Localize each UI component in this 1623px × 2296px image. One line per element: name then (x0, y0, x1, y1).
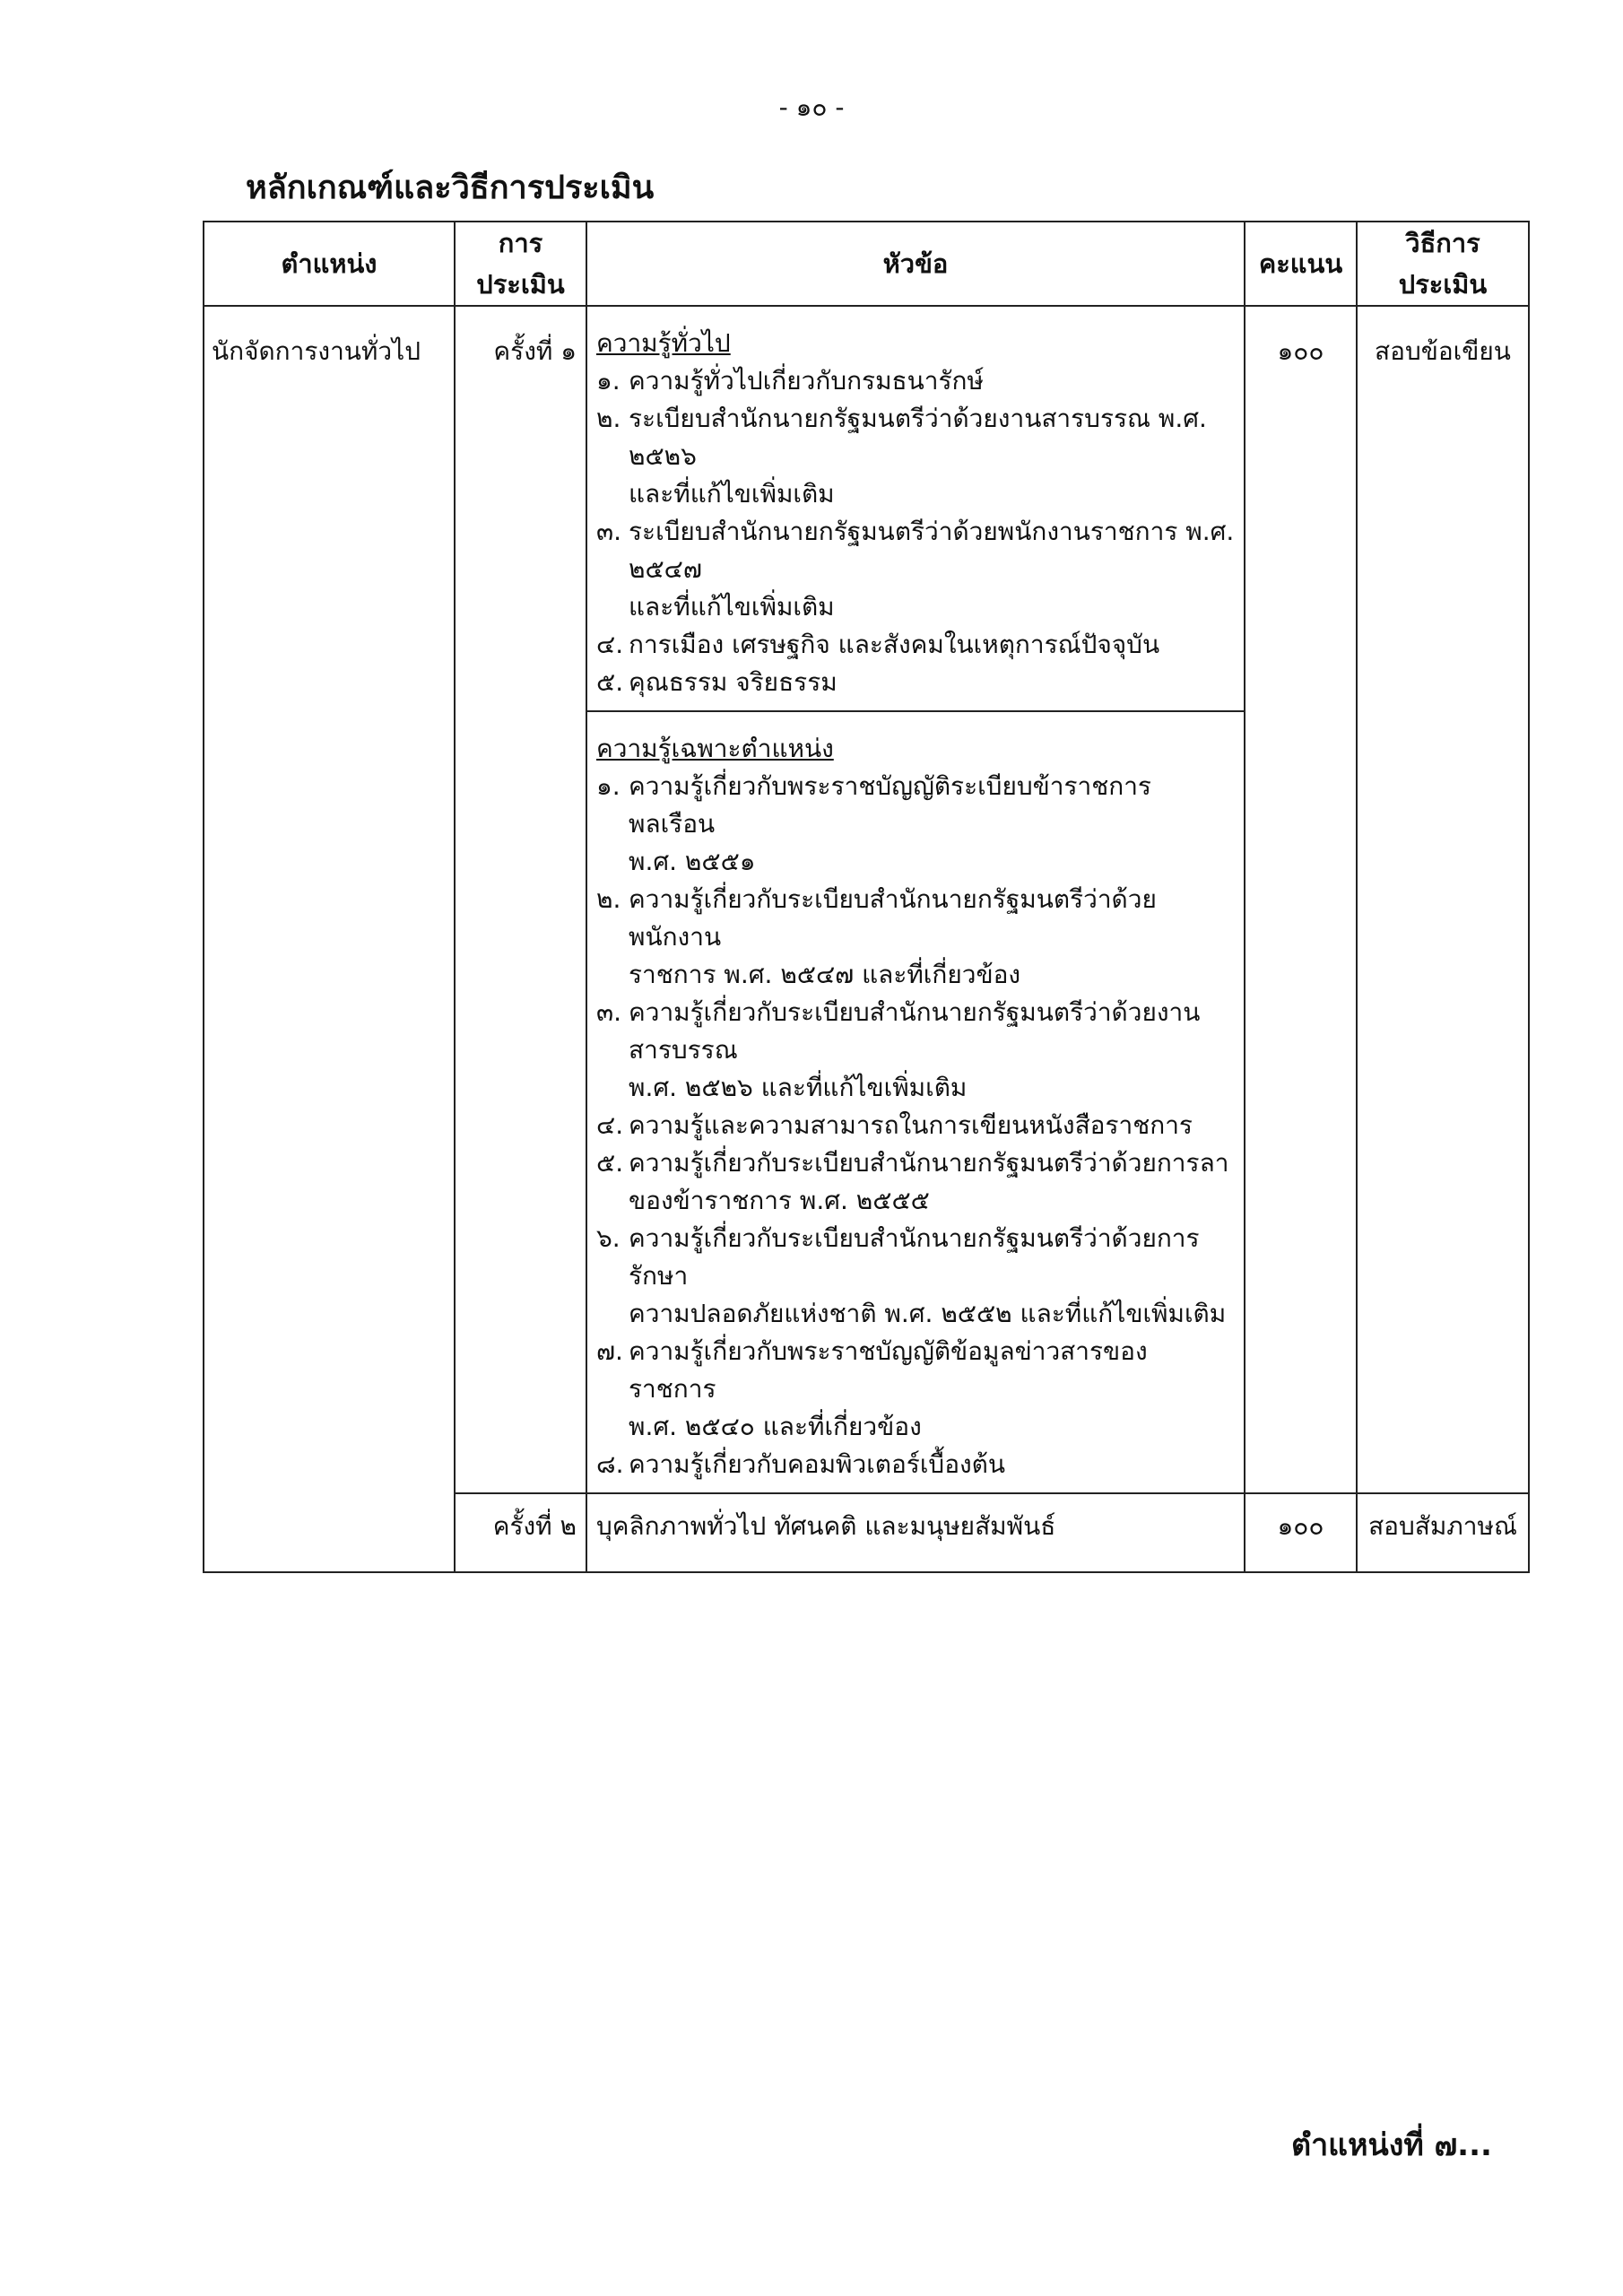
item-number: ๓. (596, 997, 622, 1027)
item-text (629, 513, 1235, 626)
item-line: ความรู้เกี่ยวกับพระราชบัญญัติระเบียบข้าราชการพลเรือน (629, 771, 1151, 839)
specific-knowledge-heading: ความรู้เฉพาะตำแหน่ง (596, 734, 834, 763)
item-line: พ.ศ. ๒๕๔๐ และที่เกี่ยวข้อง (629, 1412, 922, 1441)
list-item (596, 664, 1235, 701)
item-text (629, 362, 1235, 400)
section-title: หลักเกณฑ์และวิธีการประเมิน (246, 170, 655, 206)
item-number: ๔. (596, 1110, 624, 1140)
round1-score: ๑๐๐ (1245, 306, 1357, 1493)
item-line: ราชการ พ.ศ. ๒๕๔๗ และที่เกี่ยวข้อง (629, 960, 1021, 989)
item-number: ๑. (596, 771, 621, 801)
table-header-row (204, 222, 1529, 306)
list-item (596, 1144, 1235, 1220)
item-number: ๕. (596, 667, 624, 697)
list-item (596, 768, 1235, 881)
item-line: และที่แก้ไขเพิ่มเติม (629, 592, 835, 622)
item-line: พ.ศ. ๒๕๒๖ และที่แก้ไขเพิ่มเติม (629, 1073, 968, 1102)
item-number: ๒. (596, 884, 621, 914)
round2-label: ครั้งที่ ๒ (455, 1493, 586, 1572)
item-line: ระเบียบสำนักนายกรัฐมนตรีว่าด้วยงานสารบรรณ พ.ศ. ๒๕๒๖ (629, 404, 1207, 471)
item-text (629, 768, 1235, 881)
general-topic-cell (586, 306, 1245, 711)
round2-topic: บุคลิกภาพทั่วไป ทัศนคติ และมนุษยสัมพันธ์ (586, 1493, 1245, 1572)
header-position: ตำแหน่ง (204, 222, 455, 306)
item-line: ความปลอดภัยแห่งชาติ พ.ศ. ๒๕๕๒ และที่แก้ไขเพิ่มเติม (629, 1299, 1227, 1328)
list-item (596, 1107, 1235, 1144)
item-text (629, 626, 1235, 664)
round2-score: ๑๐๐ (1245, 1493, 1357, 1572)
page-number: - ๑๐ - (778, 92, 845, 122)
item-line: พ.ศ. ๒๕๕๑ (629, 847, 756, 876)
item-line: ความรู้เกี่ยวกับคอมพิวเตอร์เบื้องต้น (629, 1449, 1005, 1479)
item-number: ๕. (596, 1148, 624, 1178)
item-line: การเมือง เศรษฐกิจ และสังคมในเหตุการณ์ปัจจุบัน (629, 630, 1160, 659)
item-text (629, 994, 1235, 1107)
item-text (629, 1446, 1235, 1483)
general-items-list (596, 362, 1235, 701)
item-line: ความรู้และความสามารถในการเขียนหนังสือราชการ (629, 1110, 1193, 1140)
footer-continuation: ตำแหน่งที่ ๗... (1291, 2127, 1492, 2163)
item-line: และที่แก้ไขเพิ่มเติม (629, 479, 835, 509)
item-line: ความรู้เกี่ยวกับระเบียบสำนักนายกรัฐมนตรีว่าด้วยการรักษา (629, 1223, 1200, 1291)
item-line: ความรู้เกี่ยวกับระเบียบสำนักนายกรัฐมนตรีว่าด้วยงานสารบรรณ (629, 997, 1201, 1065)
list-item (596, 881, 1235, 994)
item-text (629, 664, 1235, 701)
round1-method: สอบข้อเขียน (1357, 306, 1529, 1493)
list-item (596, 626, 1235, 664)
item-number: ๖. (596, 1223, 621, 1253)
header-score: คะแนน (1245, 222, 1357, 306)
header-evaluation: การประเมิน (455, 222, 586, 306)
item-line: ความรู้ทั่วไปเกี่ยวกับกรมธนารักษ์ (629, 366, 984, 396)
item-text (629, 881, 1235, 994)
list-item (596, 1333, 1235, 1446)
list-item (596, 362, 1235, 400)
item-text (629, 400, 1235, 513)
table-row-general (204, 306, 1529, 711)
item-text (629, 1144, 1235, 1220)
position-cell: นักจัดการงานทั่วไป (204, 306, 455, 1572)
item-line: ของข้าราชการ พ.ศ. ๒๕๕๕ (629, 1186, 930, 1215)
item-number: ๓. (596, 517, 622, 546)
item-text (629, 1333, 1235, 1446)
header-topic: หัวข้อ (586, 222, 1245, 306)
criteria-table (203, 221, 1530, 1573)
item-number: ๑. (596, 366, 621, 396)
round1-label: ครั้งที่ ๑ (455, 306, 586, 1493)
list-item (596, 1446, 1235, 1483)
round2-method: สอบสัมภาษณ์ (1357, 1493, 1529, 1572)
item-number: ๔. (596, 630, 624, 659)
header-method: วิธีการประเมิน (1357, 222, 1529, 306)
item-text (629, 1220, 1235, 1333)
item-text (629, 1107, 1235, 1144)
list-item (596, 513, 1235, 626)
general-knowledge-heading: ความรู้ทั่วไป (596, 328, 731, 358)
item-number: ๘. (596, 1449, 624, 1479)
specific-topic-cell (586, 711, 1245, 1493)
item-number: ๒. (596, 404, 621, 433)
item-line: ความรู้เกี่ยวกับระเบียบสำนักนายกรัฐมนตรีว่าด้วยการลา (629, 1148, 1229, 1178)
specific-items-list (596, 768, 1235, 1483)
list-item (596, 1220, 1235, 1333)
list-item (596, 994, 1235, 1107)
list-item (596, 400, 1235, 513)
item-line: ความรู้เกี่ยวกับระเบียบสำนักนายกรัฐมนตรีว่าด้วยพนักงาน (629, 884, 1157, 952)
item-number: ๗. (596, 1336, 623, 1366)
item-line: ระเบียบสำนักนายกรัฐมนตรีว่าด้วยพนักงานราชการ พ.ศ. ๒๕๔๗ (629, 517, 1235, 584)
item-line: คุณธรรม จริยธรรม (629, 667, 838, 697)
item-line: ความรู้เกี่ยวกับพระราชบัญญัติข้อมูลข่าวสารของราชการ (629, 1336, 1148, 1404)
